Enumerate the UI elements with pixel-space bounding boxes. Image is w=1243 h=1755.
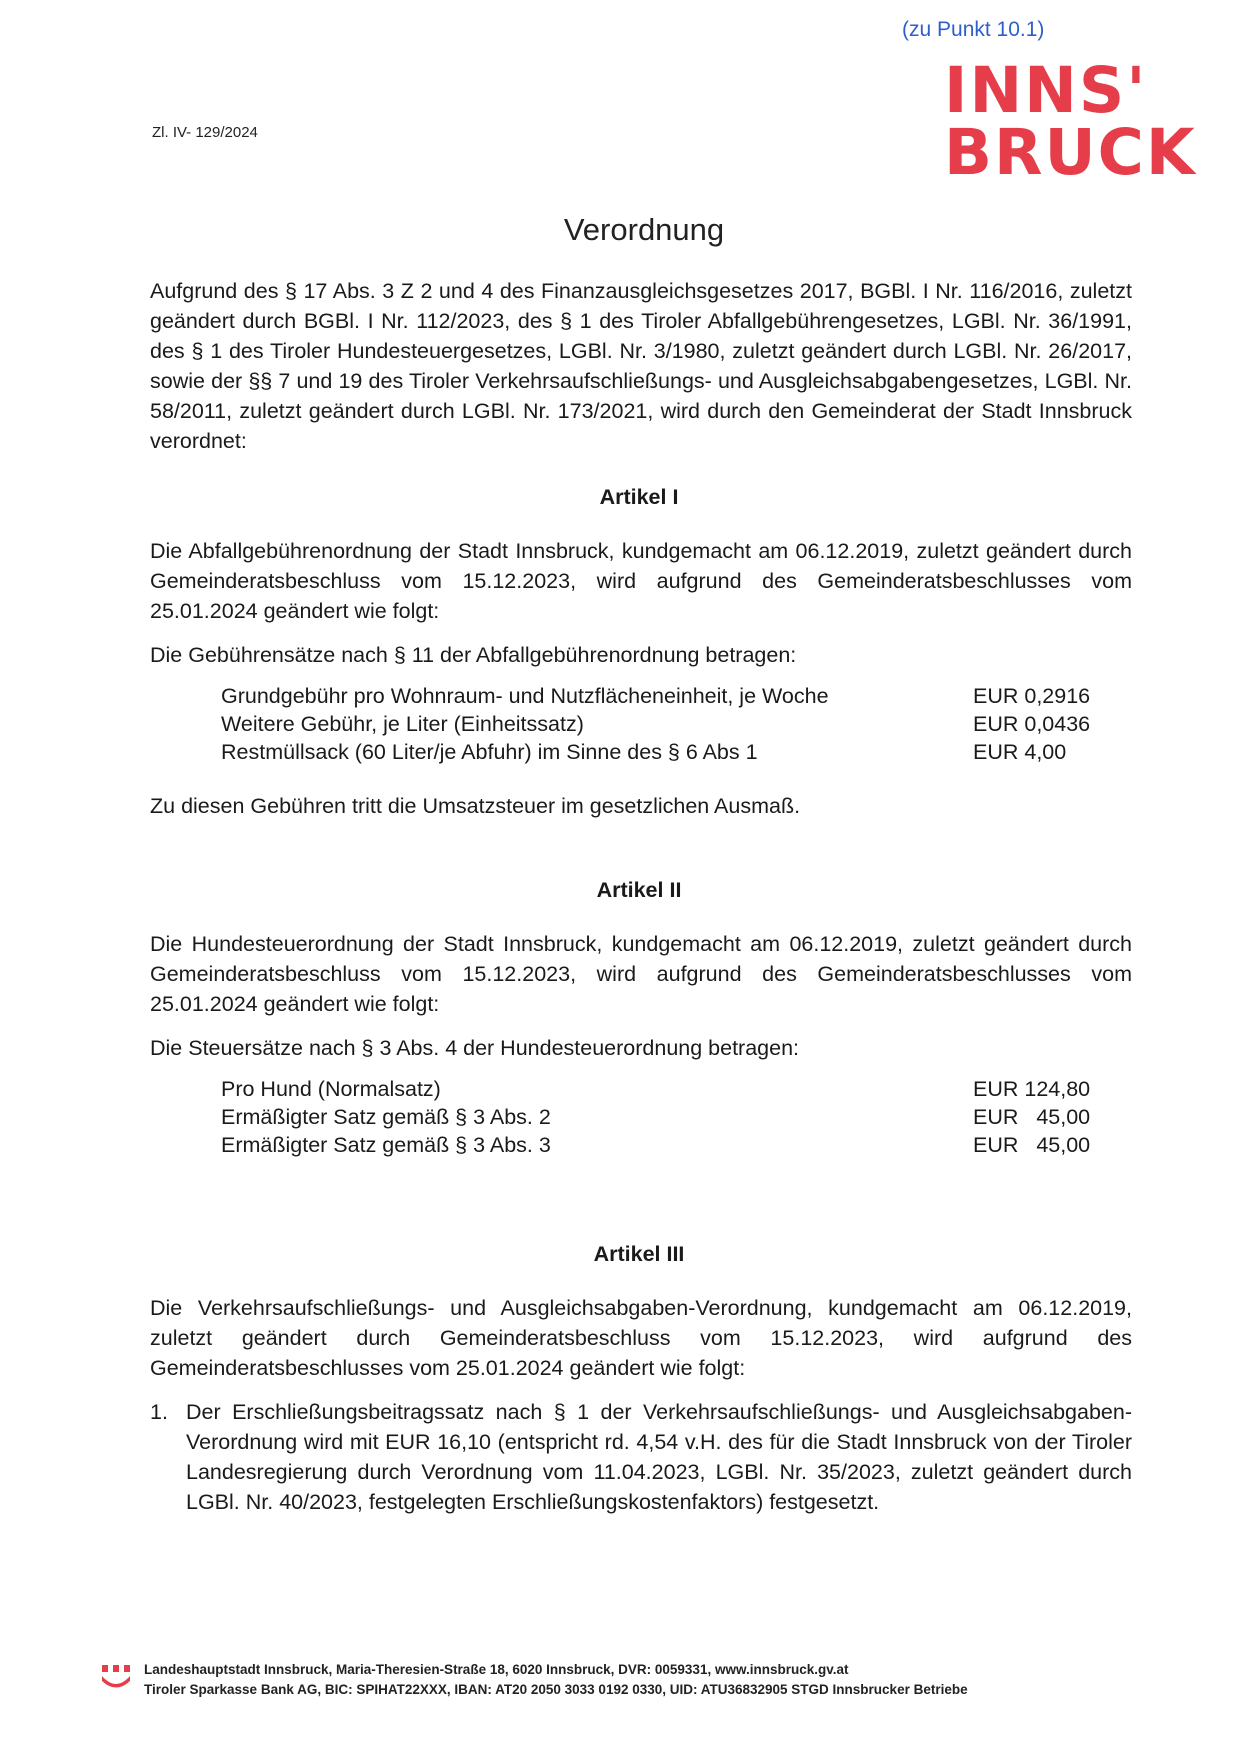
fee-label: Restmüllsack (60 Liter/je Abfuhr) im Sinne des § 6 Abs 1 xyxy=(221,740,758,764)
article-2-lead: Die Steuersätze nach § 3 Abs. 4 der Hundesteuerordnung betragen: xyxy=(150,1036,800,1060)
reference-note: (zu Punkt 10.1) xyxy=(902,18,1045,41)
fee-label: Grundgebühr pro Wohnraum- und Nutzflächeneinheit, je Woche xyxy=(221,684,829,708)
footer-line-1: Landeshauptstadt Innsbruck, Maria-Theresien-Straße 18, 6020 Innsbruck, DVR: 0059331, www.innsbruck.gv.at xyxy=(144,1662,849,1677)
rate-amount: EUR 124,80 xyxy=(973,1077,1091,1101)
article-1-heading: Artikel I xyxy=(599,485,679,509)
article-3-heading: Artikel III xyxy=(593,1242,685,1266)
fee-label: Weitere Gebühr, je Liter (Einheitssatz) xyxy=(221,712,584,736)
article-2-heading: Artikel II xyxy=(596,878,682,902)
fee-table xyxy=(221,682,1101,766)
rate-label: Pro Hund (Normalsatz) xyxy=(221,1077,441,1101)
rate-amount: EUR 45,00 xyxy=(973,1105,1091,1129)
document-number: Zl. IV- 129/2024 xyxy=(152,124,258,141)
rate-label: Ermäßigter Satz gemäß § 3 Abs. 3 xyxy=(221,1133,551,1157)
logo-line-1: INNS' xyxy=(944,54,1148,127)
logo-line-2: BRUCK xyxy=(944,116,1197,189)
tax-note: Zu diesen Gebühren tritt die Umsatzsteuer im gesetzlichen Ausmaß. xyxy=(150,794,801,818)
fee-amount: EUR 4,00 xyxy=(973,740,1067,764)
article-1-text: Die Abfallgebührenordnung der Stadt Innsbruck, kundgemacht am 06.12.2019, zuletzt geändert durch Gemeinderatsbeschluss vom 15.12.2023, wird aufgrund des Gemeinderatsbeschlusses vom 25.01.2024 geändert wie folgt: xyxy=(150,539,1132,623)
list-item-number: 1. xyxy=(150,1400,168,1424)
table-row xyxy=(221,1103,1101,1131)
rate-label: Ermäßigter Satz gemäß § 3 Abs. 2 xyxy=(221,1105,551,1129)
table-row xyxy=(221,710,1101,738)
table-row xyxy=(221,1131,1101,1159)
innsbruck-emblem-icon xyxy=(100,1662,132,1692)
innsbruck-logo xyxy=(944,54,1197,189)
article-2-text: Die Hundesteuerordnung der Stadt Innsbruck, kundgemacht am 06.12.2019, zuletzt geändert durch Gemeinderatsbeschluss vom 15.12.2023, wird aufgrund des Gemeinderatsbeschlusses vom 25.01.2024 geändert wie folgt: xyxy=(150,932,1132,1016)
rate-amount: EUR 45,00 xyxy=(973,1133,1091,1157)
footer xyxy=(100,1660,1200,1700)
fee-amount: EUR 0,2916 xyxy=(973,684,1091,708)
table-row xyxy=(221,1075,1101,1103)
list-item xyxy=(150,1397,1132,1517)
footer-line-2: Tiroler Sparkasse Bank AG, BIC: SPIHAT22XXX, IBAN: AT20 2050 3033 0192 0330, UID: ATU36832905 STGD Innsbrucker Betriebe xyxy=(144,1682,968,1697)
table-row xyxy=(221,738,1101,766)
page-title: Verordnung xyxy=(563,212,725,247)
fee-amount: EUR 0,0436 xyxy=(973,712,1091,736)
rate-table xyxy=(221,1075,1101,1159)
list-item-text: Der Erschließungsbeitragssatz nach § 1 der Verkehrsaufschließungs- und Ausgleichsabgaben-Verordnung wird mit EUR 16,10 (entspricht rd. 4,54 v.H. des für die Stadt Innsbruck von der Tiroler Landesregierung durch Verordnung vom 11.04.2023, LGBl. Nr. 35/2023, zuletzt geändert durch LGBl. Nr. 40/2023, festgelegten Erschließungskostenfaktors) festgesetzt. xyxy=(186,1400,1132,1514)
article-1-lead: Die Gebührensätze nach § 11 der Abfallgebührenordnung betragen: xyxy=(150,643,797,667)
article-3-text: Die Verkehrsaufschließungs- und Ausgleichsabgaben-Verordnung, kundgemacht am 06.12.2019, zuletzt geändert durch Gemeinderatsbeschluss vom 15.12.2023, wird aufgrund des Gemeinderatsbeschlusses vom 25.01.2024 geändert wie folgt: xyxy=(150,1296,1132,1380)
intro-paragraph: Aufgrund des § 17 Abs. 3 Z 2 und 4 des Finanzausgleichsgesetzes 2017, BGBl. I Nr. 116/2016, zuletzt geändert durch BGBl. I Nr. 112/2023, des § 1 des Tiroler Abfallgebührengesetzes, LGBl. Nr. 36/1991, des § 1 des Tiroler Hundesteuergesetzes, LGBl. Nr. 3/1980, zuletzt geändert durch LGBl. Nr. 26/2017, sowie der §§ 7 und 19 des Tiroler Verkehrsaufschließungs- und Ausgleichsabgabengesetzes, LGBl. Nr. 58/2011, zuletzt geändert durch LGBl. Nr. 173/2021, wird durch den Gemeinderat der Stadt Innsbruck verordnet: xyxy=(150,279,1132,453)
table-row xyxy=(221,682,1101,710)
